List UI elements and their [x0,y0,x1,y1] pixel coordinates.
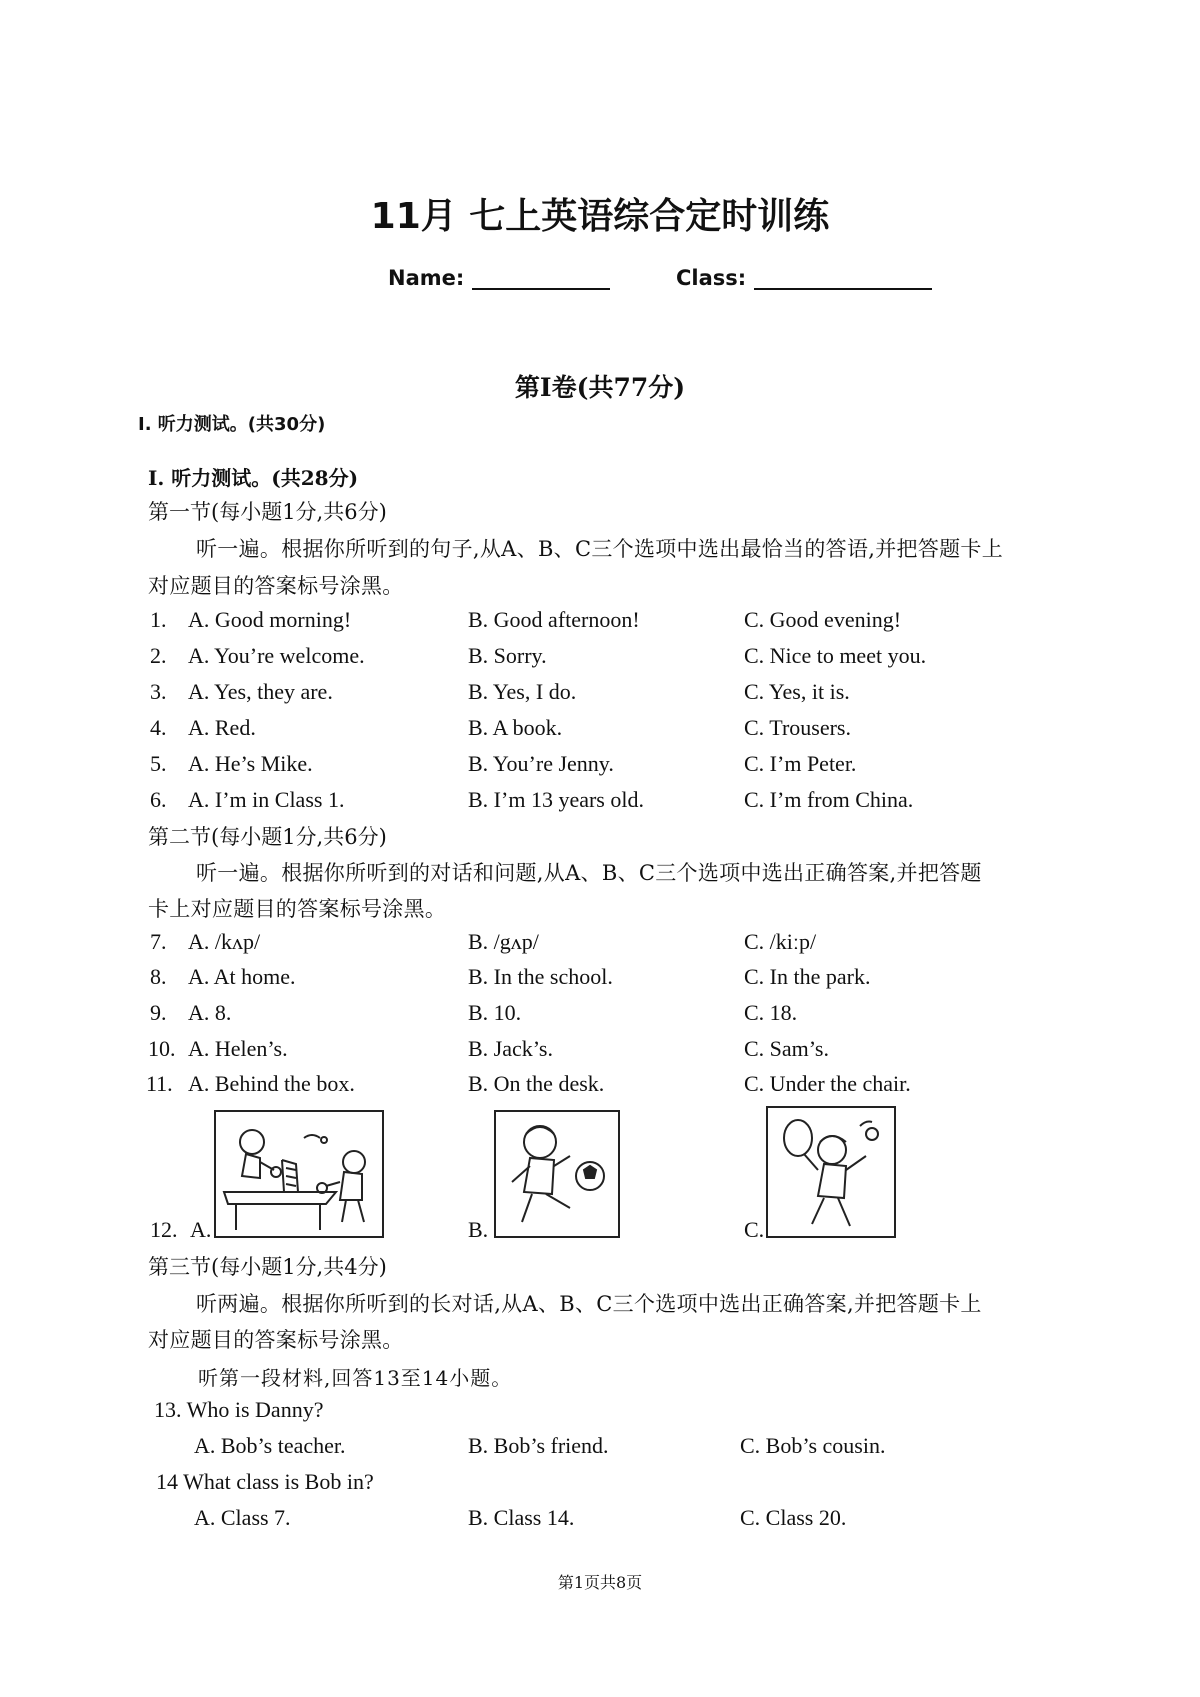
option-a[interactable]: A. He’s Mike. [188,751,313,776]
option-c[interactable]: C. /kiːp/ [744,929,817,954]
option-a[interactable]: A. 8. [188,1000,232,1025]
option-a[interactable]: A. Class 7. [194,1505,291,1530]
name-blank[interactable] [472,268,610,290]
question-number: 1. [150,607,167,632]
question-number: 12. [150,1217,178,1242]
page-title: 11月 七上英语综合定时训练 [370,196,830,237]
option-b[interactable]: B. You’re Jenny. [468,751,614,776]
option-b[interactable]: B. /gʌp/ [468,929,539,954]
question-text: 14 What class is Bob in? [156,1469,374,1494]
option-a[interactable]: A. Behind the box. [188,1071,355,1096]
option-b[interactable]: B. I’m 13 years old. [468,787,644,812]
section1-title: 第一节(每小题1分,共6分) [148,500,387,524]
tennis-illustration [768,1108,894,1236]
question-number: 8. [150,964,167,989]
name-field[interactable] [388,266,610,290]
section2-instruction-line1: 听一遍。根据你所听到的对话和问题,从A、B、C三个选项中选出正确答案,并把答题 [196,861,982,885]
option-c[interactable]: C. Bob’s cousin. [740,1433,886,1458]
part1-title: Ⅰ. 听力测试。(共30分) [138,414,326,435]
option-a[interactable]: A. Yes, they are. [188,679,333,704]
option-b[interactable]: B. On the desk. [468,1071,605,1096]
tennis-picture[interactable] [766,1106,896,1238]
question-number: 10. [148,1036,176,1061]
option-a[interactable]: A. Bob’s teacher. [194,1433,346,1458]
page-number: 第1页共8页 [557,1573,643,1592]
question-number: 3. [150,679,167,704]
section2-title: 第二节(每小题1分,共6分) [148,825,387,849]
football-illustration [496,1112,618,1236]
material-instruction: 听第一段材料,回答13至14小题。 [198,1366,513,1390]
option-c[interactable]: C. Yes, it is. [744,679,850,704]
option-b[interactable]: B. Class 14. [468,1505,575,1530]
table-tennis-illustration [216,1112,382,1236]
option-a[interactable]: A. /kʌp/ [188,929,261,954]
volume-title: 第Ⅰ卷(共77分) [514,373,686,402]
football-picture[interactable] [494,1110,620,1238]
section1-instruction-line1: 听一遍。根据你所听到的句子,从A、B、C三个选项中选出最恰当的答语,并把答题卡上 [196,537,1004,561]
option-b[interactable]: B. Bob’s friend. [468,1433,609,1458]
question-number: 2. [150,643,167,668]
question-number: 7. [150,929,167,954]
section3-instruction-line1: 听两遍。根据你所听到的长对话,从A、B、C三个选项中选出正确答案,并把答题卡上 [196,1292,982,1316]
name-label: Name: [388,266,465,290]
option-a[interactable]: A. Red. [188,715,256,740]
option-a[interactable]: A. Helen’s. [188,1036,288,1061]
option-b[interactable]: B. 10. [468,1000,522,1025]
question-number: 5. [150,751,167,776]
option-b[interactable]: B. Good afternoon! [468,607,640,632]
section3-title: 第三节(每小题1分,共4分) [148,1255,387,1279]
class-field[interactable] [676,266,932,290]
option-c[interactable]: C. Class 20. [740,1505,847,1530]
question-number: 4. [150,715,167,740]
section3-instruction-line2: 对应题目的答案标号涂黑。 [148,1328,404,1352]
section2-instruction-line2: 卡上对应题目的答案标号涂黑。 [148,897,447,921]
option-a[interactable]: A. You’re welcome. [188,643,365,668]
option-c[interactable]: C. [744,1217,765,1242]
question-number: 6. [150,787,167,812]
option-b[interactable]: B. In the school. [468,964,613,989]
option-c[interactable]: C. Trousers. [744,715,851,740]
option-b[interactable]: B. Sorry. [468,643,547,668]
option-c[interactable]: C. 18. [744,1000,798,1025]
option-c[interactable]: C. Under the chair. [744,1071,911,1096]
option-b[interactable]: B. A book. [468,715,563,740]
option-a[interactable]: A. [190,1217,212,1242]
option-c[interactable]: C. Nice to meet you. [744,643,927,668]
option-b[interactable]: B. Yes, I do. [468,679,577,704]
option-a[interactable]: A. At home. [188,964,296,989]
option-a[interactable]: A. I’m in Class 1. [188,787,345,812]
part1-subtitle: Ⅰ. 听力测试。(共28分) [148,466,359,490]
class-label: Class: [676,266,747,290]
option-c[interactable]: C. Good evening! [744,607,902,632]
question-number: 9. [150,1000,167,1025]
option-c[interactable]: C. I’m Peter. [744,751,857,776]
option-c[interactable]: C. I’m from China. [744,787,914,812]
option-b[interactable]: B. Jack’s. [468,1036,553,1061]
question-text: 13. Who is Danny? [154,1397,324,1422]
option-c[interactable]: C. Sam’s. [744,1036,829,1061]
option-b[interactable]: B. [468,1217,489,1242]
section1-instruction-line2: 对应题目的答案标号涂黑。 [148,574,404,598]
table-tennis-picture[interactable] [214,1110,384,1238]
class-blank[interactable] [754,268,932,290]
option-a[interactable]: A. Good morning! [188,607,352,632]
question-number: 11. [146,1071,173,1096]
option-c[interactable]: C. In the park. [744,964,871,989]
